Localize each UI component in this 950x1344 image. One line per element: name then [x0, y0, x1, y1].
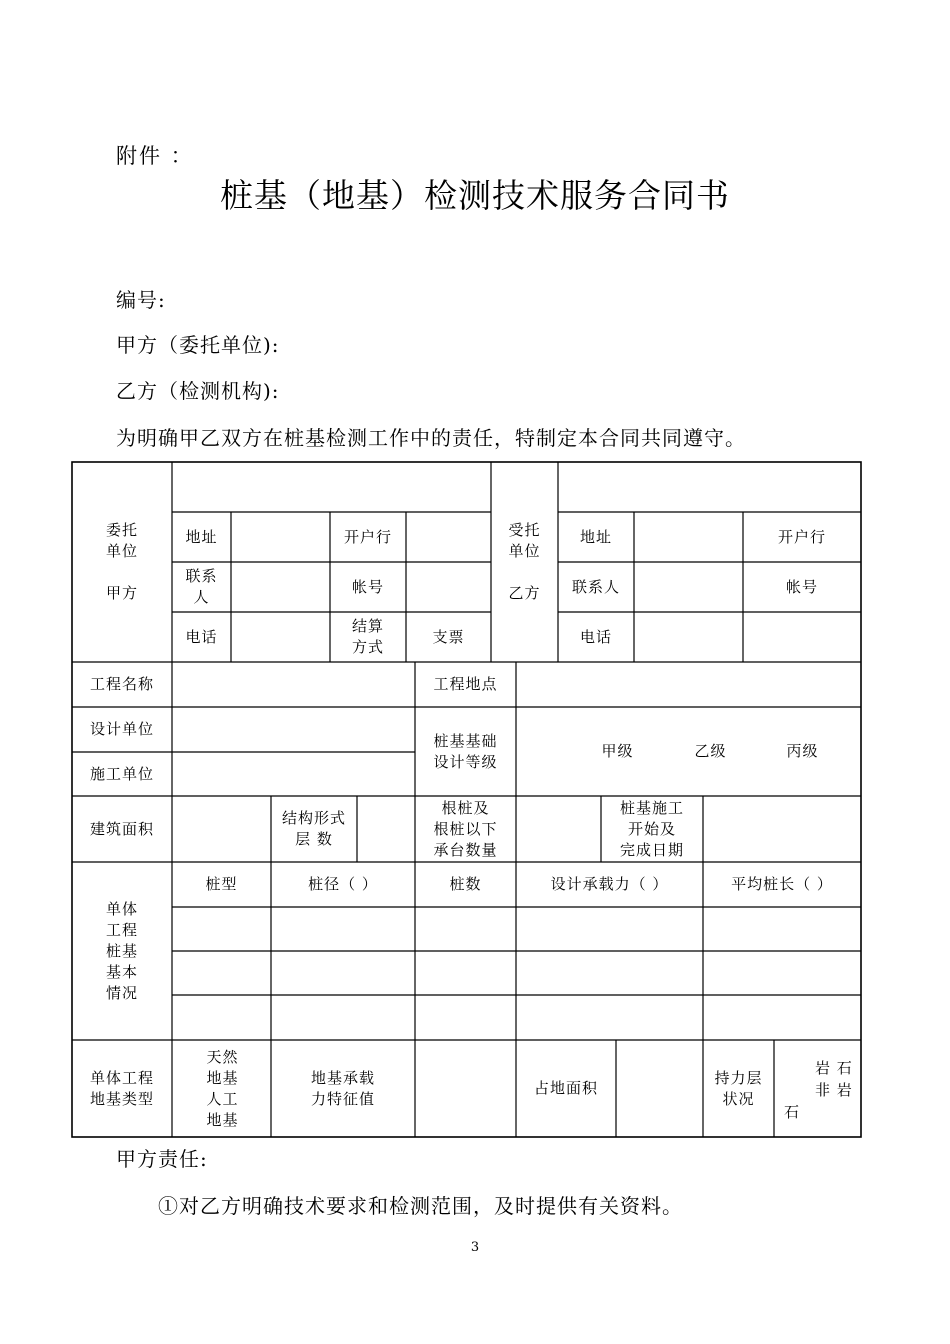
client-contact-label: 联系 人 [185, 567, 218, 606]
document-title: 桩基（地基）检测技术服务合同书 [220, 176, 730, 215]
grade-b-option: 乙级 [694, 742, 727, 760]
design-unit-label: 设计单位 [89, 720, 154, 738]
construction-unit-label: 施工单位 [89, 764, 154, 783]
client-address-label: 地址 [185, 527, 218, 546]
non-rock-option-wrap: 石 [784, 1103, 800, 1121]
contractor-phone-label: 电话 [579, 627, 612, 646]
bearing-capacity-label: 地基承载 力特征值 [310, 1068, 375, 1108]
foundation-type-options: 天然 地基 人工 地基 [206, 1047, 239, 1129]
contractor-unit-label: 受托 单位 乙方 [508, 521, 541, 602]
settlement-method-label: 结算 方式 [351, 617, 384, 656]
grade-a-option: 甲级 [601, 742, 634, 760]
project-location-label: 工程地点 [433, 675, 498, 693]
project-name-label: 工程名称 [89, 675, 154, 693]
contract-statement: 为明确甲乙双方在桩基检测工作中的责任，特制定本合同共同遵守。 [116, 426, 746, 450]
client-unit-label: 委托 单位 甲方 [105, 521, 138, 602]
foundation-type-label: 单体工程 地基类型 [89, 1068, 154, 1108]
avg-pile-length-header: 平均桩长（ ） [731, 875, 833, 893]
client-bank-label: 开户行 [343, 527, 392, 546]
pile-design-grade-label: 桩基基础 设计等级 [433, 731, 498, 771]
contractor-address-label: 地址 [579, 527, 612, 546]
responsibility-item-1: ①对乙方明确技术要求和检测范围，及时提供有关资料。 [158, 1194, 683, 1218]
bearing-layer-label: 持力层 状况 [714, 1068, 763, 1108]
pile-type-header: 桩型 [205, 875, 238, 893]
design-capacity-header: 设计承载力（ ） [550, 875, 669, 893]
building-area-label: 建筑面积 [89, 819, 154, 838]
pile-count-header: 桩数 [449, 875, 482, 893]
pile-diameter-header: 桩径（ ） [308, 875, 378, 893]
party-a-responsibility-heading: 甲方责任: [116, 1147, 208, 1171]
pile-construction-period-label: 桩基施工 开始及 完成日期 [619, 798, 684, 859]
client-account-label: 帐号 [351, 577, 384, 596]
contractor-account-label: 帐号 [785, 577, 818, 596]
contract-number-label: 编号: [116, 288, 166, 312]
floor-area-label: 占地面积 [533, 1079, 598, 1097]
page-number: 3 [470, 1240, 480, 1255]
structure-floors-label: 结构形式 层 数 [281, 809, 346, 848]
party-a-label: 甲方（委托单位): [116, 333, 280, 357]
party-b-label: 乙方（检测机构): [116, 379, 280, 403]
rock-option: 岩 石 [815, 1059, 853, 1077]
attachment-label: 附件 ： [116, 144, 194, 168]
settlement-method-value: 支票 [432, 627, 465, 646]
contractor-contact-label: 联系人 [571, 577, 620, 596]
pile-basic-info-label: 单体 工程 桩基 基本 情况 [105, 899, 138, 1002]
client-phone-label: 电话 [185, 627, 218, 646]
grade-c-option: 丙级 [786, 742, 819, 760]
non-rock-option: 非 岩 [815, 1081, 853, 1099]
pile-cap-count-label: 根桩及 根桩以下 承台数量 [433, 798, 498, 859]
contractor-bank-label: 开户行 [777, 527, 826, 546]
